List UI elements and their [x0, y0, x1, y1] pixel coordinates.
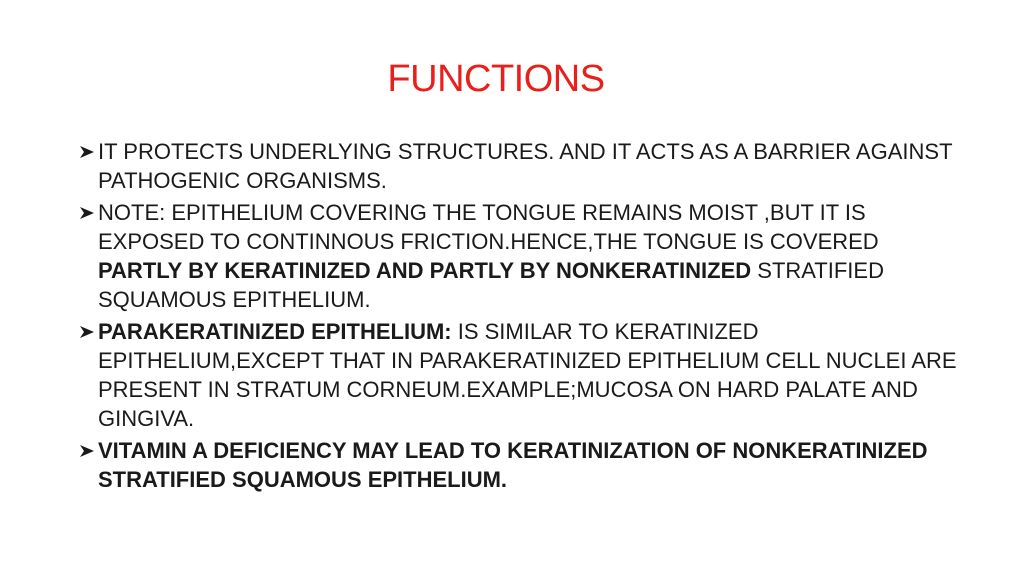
- bullet-text: NOTE: EPITHELIUM COVERING THE TONGUE REMAINS MOIST ,BUT IT IS EXPOSED TO CONTINNOUS FRICTION.HENCE,THE TONGUE IS COVERED: [98, 200, 879, 254]
- bullet-item-tongue-note: [78, 198, 958, 314]
- bullet-text: IT PROTECTS UNDERLYING STRUCTURES. AND IT ACTS AS A BARRIER AGAINST PATHOGENIC ORGANISMS.: [98, 139, 953, 193]
- bullet-text: IS SIMILAR TO KERATINIZED EPITHELIUM,EXCEPT THAT IN PARAKERATINIZED EPITHELIUM CELL NUCLEI ARE PRESENT IN STRATUM CORNEUM.EXAMPLE;MUCOSA ON HARD PALATE AND GINGIVA.: [98, 319, 957, 431]
- arrowhead-bullet-icon: [78, 198, 98, 227]
- bullet-bold-text: VITAMIN A DEFICIENCY MAY LEAD TO KERATINIZATION OF NONKERATINIZED STRATIFIED SQUAMOUS EPITHELIUM.: [98, 438, 928, 492]
- bullet-item-protection: [78, 137, 958, 195]
- bullet-bold-text: PARAKERATINIZED EPITHELIUM:: [98, 319, 452, 344]
- bullet-list: [78, 137, 958, 497]
- bullet-bold-text: PARTLY BY KERATINIZED AND PARTLY BY NONKERATINIZED: [98, 258, 752, 283]
- bullet-item-parakeratinized: [78, 317, 958, 433]
- slide-title: FUNCTIONS: [387, 58, 605, 100]
- bullet-item-vitamin-a: [78, 436, 958, 494]
- bullet-text: STRATIFIED SQUAMOUS EPITHELIUM.: [98, 258, 884, 312]
- arrowhead-bullet-icon: [78, 317, 98, 346]
- arrowhead-bullet-icon: [78, 137, 98, 166]
- arrowhead-bullet-icon: [78, 436, 98, 465]
